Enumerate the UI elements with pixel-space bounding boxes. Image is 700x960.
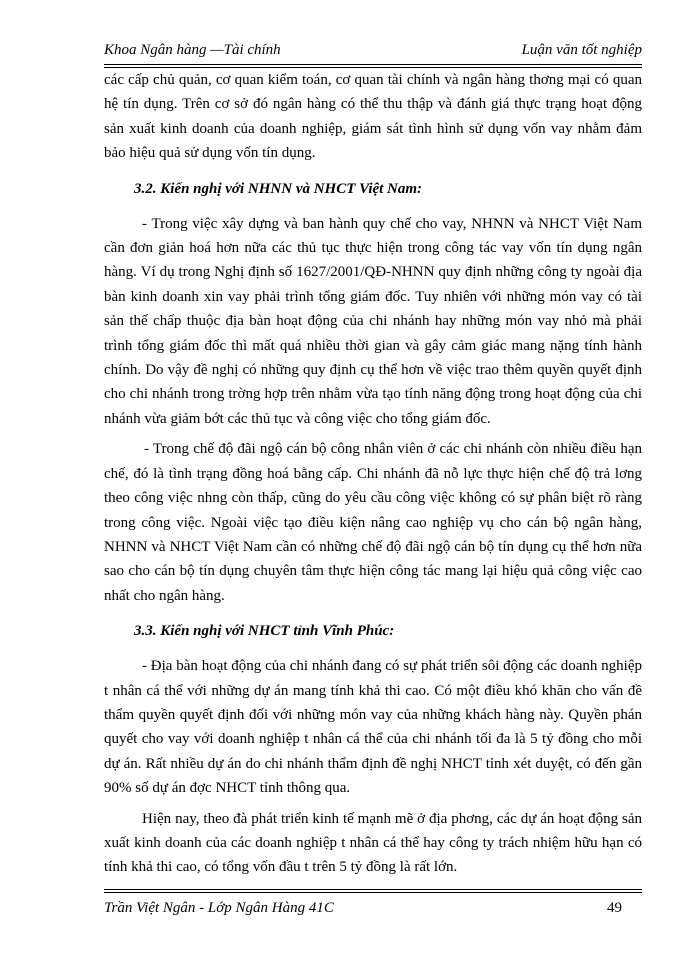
- header-faculty: Khoa Ngân hàng —Tài chính: [104, 42, 281, 58]
- paragraph-intro: các cấp chủ quản, cơ quan kiểm toán, cơ quan tài chính và ngân hàng thơng mại có quan hệ tín dụng. Trên cơ sở đó ngân hàng có thể thu thập và đánh giá thực trạng hoạt động sản xuất kinh doanh của doanh nghiệp, giám sát tình hình sử dụng vốn vay nhằm đảm bảo hiệu quả sử dụng vốn tín dụng.: [104, 72, 642, 162]
- paragraph-staff-policy: - Trong chế độ đãi ngộ cán bộ công nhân viên ở các chi nhánh còn nhiều điều hạn chế, đó là tình trạng đồng hoá bằng cấp. Chi nhánh đã nỗ lực thực hiện chế độ trả lơng theo công việc nhng còn thấp, cũng do yêu cầu công việc không có sự phân biệt rõ ràng trong công việc. Ngoài việc tạo điều kiện nâng cao nghiệp vụ cho cán bộ ngân hàng, NHNN và NHCT Việt Nam cần có những chế độ đãi ngộ cán bộ tín dụng cụ thể hơn nữa sao cho cán bộ tín dụng chuyên tâm thực hiện công tác mang lại hiệu quả công việc cao nhất cho ngân hàng.: [104, 441, 642, 604]
- footer-rule-inner: [104, 892, 642, 893]
- paragraph-loan-regulation: - Trong việc xây dựng và ban hành quy chế cho vay, NHNN và NHCT Việt Nam cần đơn giản hoá hơn nữa các thủ tục thực hiện trong công tác vay vốn tín dụng ngân hàng. Ví dụ trong Nghị định số 1627/2001/QĐ-NHNN quy định những công ty ngoài địa bàn kinh doanh xin vay phải trình tổng giám đốc. Tuy nhiên với những món vay có tài sản thế chấp thuộc địa bàn hoạt động của chi nhánh hay những món vay nhỏ mà phải trình tổng giám đốc thì mất quá nhiều thời gian và gây cảm giác mang nặng tính hành chính. Do vậy đề nghị có những quy định cụ thể hơn về việc trao thêm quyền quyết định cho chi nhánh trong trờng hợp trên nhằm vừa tạo tính năng động trong hoạt động của chi nhánh vừa giảm bớt các thủ tục và công việc cho tổng giám đốc.: [104, 215, 642, 427]
- paragraph-branch-area: - Địa bàn hoạt động của chi nhánh đang có sự phát triển sôi động các doanh nghiệp t nhân cá thể với những dự án mang tính khả thi cao. Có một điều khó khăn cho vấn đề thẩm quyền quyết định đối với những món vay của những khách hàng này. Quyền phán quyết cho vay với doanh nghiệp t nhân cá thể của chi nhánh tối đa là 5 tỷ đồng cho mỗi dự án. Rất nhiều dự án do chi nhánh thẩm định đề nghị NHCT tỉnh xét duyệt, có đến gần 90% số dự án đợc NHCT tỉnh thông qua.: [104, 658, 642, 797]
- page-number: 49: [607, 900, 622, 916]
- page-header: [104, 42, 642, 66]
- header-thesis-label: Luận văn tốt nghiệp: [521, 42, 642, 58]
- section-heading-3-2: 3.2. Kiến nghị với NHNN và NHCT Việt Nam:: [134, 180, 423, 197]
- header-rule: [104, 64, 642, 65]
- page-footer: [104, 900, 642, 922]
- page-body: [104, 68, 642, 886]
- footer-author: Trần Việt Ngân - Lớp Ngân Hàng 41C: [104, 900, 334, 916]
- section-heading-3-3: 3.3. Kiến nghị với NHCT tỉnh Vĩnh Phúc:: [134, 623, 395, 640]
- footer-rule: [104, 889, 642, 890]
- paragraph-current-status: Hiện nay, theo đà phát triển kinh tế mạnh mẽ ở địa phơng, các dự án hoạt động sản xuất kinh doanh của các doanh nghiệp t nhân cá thể hay công ty trách nhiệm hữu hạn có tính khả thi cao, có tổng vốn đầu t trên 5 tỷ đồng là rất lớn.: [104, 810, 642, 876]
